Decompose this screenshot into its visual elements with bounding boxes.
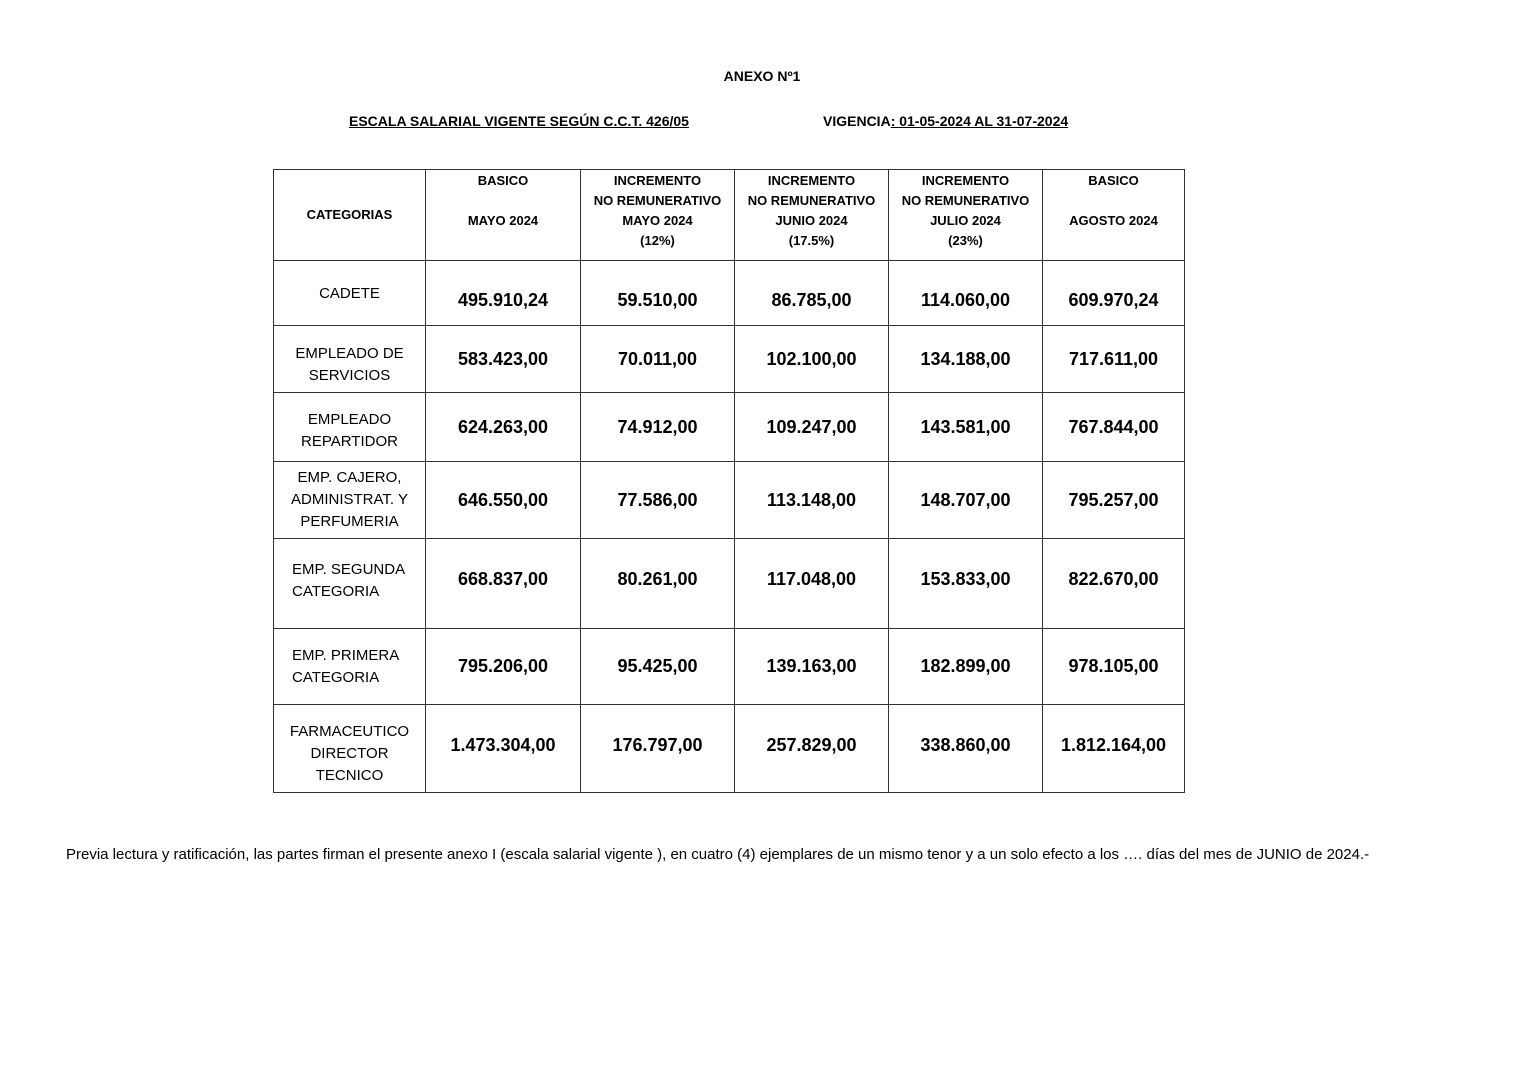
category-line: REPARTIDOR bbox=[301, 433, 398, 450]
category-line: EMPLEADO bbox=[307, 411, 392, 428]
category-line: CATEGORIA bbox=[292, 668, 380, 686]
header-line: AGOSTO 2024 bbox=[1069, 213, 1158, 228]
value-cell: 495.910,24 bbox=[426, 261, 581, 326]
value-cell: 795.257,00 bbox=[1043, 462, 1185, 539]
value-cell: 148.707,00 bbox=[889, 462, 1043, 539]
scale-subtitle: ESCALA SALARIAL VIGENTE SEGÚN C.C.T. 426/05 bbox=[349, 113, 689, 129]
value-cell: 767.844,00 bbox=[1043, 393, 1185, 462]
category-line: EMP. CAJERO, bbox=[297, 469, 402, 486]
table-header-row bbox=[274, 170, 1185, 261]
header-line: JUNIO 2024 bbox=[775, 213, 848, 228]
value-cell: 153.833,00 bbox=[889, 539, 1043, 629]
category-line: SERVICIOS bbox=[308, 367, 391, 384]
value-cell: 114.060,00 bbox=[889, 261, 1043, 326]
value-cell: 86.785,00 bbox=[735, 261, 889, 326]
value-cell: 176.797,00 bbox=[581, 705, 735, 793]
header-incremento-julio bbox=[889, 170, 1043, 261]
value-cell: 139.163,00 bbox=[735, 629, 889, 705]
value-cell: 113.148,00 bbox=[735, 462, 889, 539]
table-row bbox=[274, 539, 1185, 629]
category-line: EMPLEADO DE bbox=[295, 345, 404, 362]
category-cell bbox=[274, 326, 426, 393]
vigencia-label: VIGENCIA bbox=[823, 113, 891, 129]
header-line: INCREMENTO bbox=[767, 173, 856, 188]
header-basico-mayo bbox=[426, 170, 581, 261]
header-line bbox=[426, 191, 580, 211]
category-cell bbox=[274, 705, 426, 793]
value-cell: 70.011,00 bbox=[581, 326, 735, 393]
value-cell: 182.899,00 bbox=[889, 629, 1043, 705]
category-cell bbox=[274, 462, 426, 539]
value-cell: 102.100,00 bbox=[735, 326, 889, 393]
category-line: PERFUMERIA bbox=[300, 513, 399, 530]
category-line: DIRECTOR bbox=[310, 744, 389, 762]
header-incremento-mayo bbox=[581, 170, 735, 261]
value-cell: 59.510,00 bbox=[581, 261, 735, 326]
value-cell: 1.473.304,00 bbox=[426, 705, 581, 793]
value-cell: 74.912,00 bbox=[581, 393, 735, 462]
value-cell: 80.261,00 bbox=[581, 539, 735, 629]
value-cell: 95.425,00 bbox=[581, 629, 735, 705]
category-cell bbox=[274, 629, 426, 705]
value-cell: 117.048,00 bbox=[735, 539, 889, 629]
document-title: ANEXO Nº1 bbox=[723, 68, 801, 84]
category-line: FARMACEUTICO bbox=[289, 722, 410, 740]
header-line: (12%) bbox=[640, 233, 675, 248]
header-line: (23%) bbox=[948, 233, 983, 248]
category-cell bbox=[274, 539, 426, 629]
header-line: INCREMENTO bbox=[921, 173, 1010, 188]
value-cell: 77.586,00 bbox=[581, 462, 735, 539]
value-cell: 822.670,00 bbox=[1043, 539, 1185, 629]
header-line: NO REMUNERATIVO bbox=[593, 193, 722, 208]
value-cell: 795.206,00 bbox=[426, 629, 581, 705]
header-line: JULIO 2024 bbox=[930, 213, 1001, 228]
header-line: BASICO bbox=[1088, 173, 1139, 188]
header-basico-agosto bbox=[1043, 170, 1185, 261]
value-cell: 646.550,00 bbox=[426, 462, 581, 539]
header-incremento-junio bbox=[735, 170, 889, 261]
header-line: (17.5%) bbox=[788, 233, 835, 248]
category-line: CATEGORIA bbox=[292, 583, 380, 600]
value-cell: 1.812.164,00 bbox=[1043, 705, 1185, 793]
header-line: CATEGORIAS bbox=[306, 207, 393, 222]
value-cell: 338.860,00 bbox=[889, 705, 1043, 793]
value-cell: 134.188,00 bbox=[889, 326, 1043, 393]
value-cell: 257.829,00 bbox=[735, 705, 889, 793]
header-line: NO REMUNERATIVO bbox=[901, 193, 1030, 208]
table-row bbox=[274, 261, 1185, 326]
table-row bbox=[274, 462, 1185, 539]
table-row bbox=[274, 705, 1185, 793]
header-line bbox=[1043, 191, 1184, 211]
header-line: MAYO 2024 bbox=[622, 213, 693, 228]
header-line: BASICO bbox=[477, 173, 529, 188]
footer-paragraph: Previa lectura y ratificación, las partes firman el presente anexo I (escala salarial vigente ), en cuatro (4) ejemplares de un mismo tenor y a un solo efecto a los …. días del mes de JUNIO de 2024.- bbox=[66, 846, 1370, 863]
value-cell: 668.837,00 bbox=[426, 539, 581, 629]
category-line: TECNICO bbox=[315, 766, 384, 784]
vigencia-line bbox=[823, 113, 1068, 129]
table-row bbox=[274, 326, 1185, 393]
category-cell bbox=[274, 393, 426, 462]
category-line: CADETE bbox=[319, 285, 380, 302]
value-cell: 609.970,24 bbox=[1043, 261, 1185, 326]
header-categorias bbox=[274, 170, 426, 261]
header-line: MAYO 2024 bbox=[467, 213, 539, 228]
value-cell: 978.105,00 bbox=[1043, 629, 1185, 705]
table-row bbox=[274, 629, 1185, 705]
value-cell: 717.611,00 bbox=[1043, 326, 1185, 393]
vigencia-dates: : 01-05-2024 AL 31-07-2024 bbox=[890, 113, 1069, 129]
salary-scale-table bbox=[273, 169, 1185, 793]
value-cell: 624.263,00 bbox=[426, 393, 581, 462]
table-row bbox=[274, 393, 1185, 462]
header-line: INCREMENTO bbox=[613, 173, 702, 188]
value-cell: 143.581,00 bbox=[889, 393, 1043, 462]
header-line: NO REMUNERATIVO bbox=[747, 193, 876, 208]
category-cell bbox=[274, 261, 426, 326]
category-line: EMP. PRIMERA bbox=[292, 646, 400, 664]
category-line: ADMINISTRAT. Y bbox=[291, 491, 408, 508]
value-cell: 109.247,00 bbox=[735, 393, 889, 462]
value-cell: 583.423,00 bbox=[426, 326, 581, 393]
category-line: EMP. SEGUNDA bbox=[292, 561, 406, 578]
